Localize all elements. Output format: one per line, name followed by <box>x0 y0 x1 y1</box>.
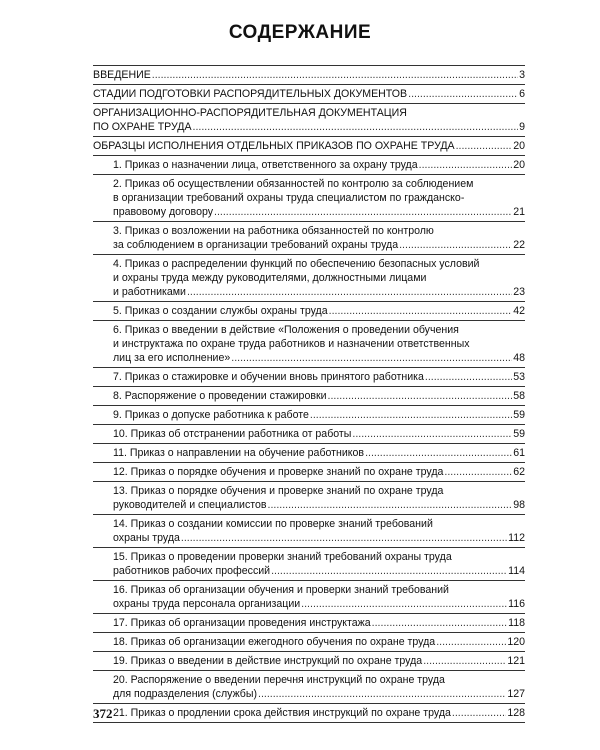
toc-item-text: охраны труда <box>113 532 180 544</box>
toc-section <box>93 65 525 85</box>
toc-item-text: в организации требований охраны труда специалистом по гражданско- <box>113 192 465 204</box>
toc-page-number: 3 <box>519 69 525 81</box>
toc-page-number: 127 <box>507 688 525 700</box>
dot-leader <box>419 158 513 172</box>
toc-item-text: руководителей и специалистов <box>113 499 267 511</box>
toc-item-text: 1. Приказ о назначении лица, ответственного за охрану труда <box>113 159 418 171</box>
toc-page-number: 20 <box>513 140 525 152</box>
dot-leader <box>372 616 507 630</box>
toc-item <box>93 444 525 463</box>
toc-item <box>93 406 525 425</box>
toc-item <box>93 704 525 723</box>
toc-item-text: 12. Приказ о порядке обучения и проверке знаний по охране труда <box>113 466 444 478</box>
toc-item <box>93 387 525 406</box>
toc-page-number: 9 <box>519 121 525 133</box>
toc-item <box>93 581 525 614</box>
toc-page-number: 98 <box>513 499 525 511</box>
toc-item-text: 15. Приказ о проведении проверки знаний требований охраны труда <box>113 551 452 563</box>
toc-item-text: ПО ОХРАНЕ ТРУДА <box>93 121 192 133</box>
toc-item-text: 4. Приказ о распределении функций по обеспечению безопасных условий <box>113 258 480 270</box>
dot-leader <box>258 687 506 701</box>
toc-item <box>93 156 525 175</box>
toc-page-number: 21 <box>513 206 525 218</box>
dot-leader <box>310 408 512 422</box>
toc-item-text: СТАДИИ ПОДГОТОВКИ РАСПОРЯДИТЕЛЬНЫХ ДОКУМЕНТОВ <box>93 88 408 100</box>
dot-leader <box>408 87 518 101</box>
toc-item <box>93 425 525 444</box>
dot-leader <box>399 238 512 252</box>
dot-leader <box>328 389 513 403</box>
toc-item-text: 20. Распоряжение о введении перечня инструкций по охране труда <box>113 674 445 686</box>
toc-page-number: 48 <box>513 352 525 364</box>
toc-page-number: 53 <box>513 371 525 383</box>
toc-item-text: работников рабочих профессий <box>113 565 271 577</box>
dot-leader <box>193 120 519 134</box>
page-number: 372 <box>93 706 113 721</box>
toc-item-text: 9. Приказ о допуске работника к работе <box>113 409 309 421</box>
toc-item <box>93 368 525 387</box>
toc-page-number: 23 <box>513 286 525 298</box>
toc-item-text: и работниками <box>113 286 186 298</box>
toc-item <box>93 671 525 704</box>
toc-item-text: 3. Приказ о возложении на работника обязанностей по контролю <box>113 225 434 237</box>
toc-page-number: 59 <box>513 428 525 440</box>
toc-item-text: 5. Приказ о создании службы охраны труда <box>113 305 328 317</box>
toc-item <box>93 175 525 222</box>
dot-leader <box>301 597 507 611</box>
dot-leader <box>352 427 512 441</box>
toc-page-number: 42 <box>513 305 525 317</box>
toc-page-number: 20 <box>513 159 525 171</box>
toc-page-number: 59 <box>513 409 525 421</box>
toc-section <box>93 85 525 104</box>
toc-item-text: и инструктажа по охране труда работников и назначении ответственных <box>113 338 470 350</box>
toc-item-text: 2. Приказ об осуществлении обязанностей по контролю за соблюдением <box>113 178 474 190</box>
toc-page-number: 118 <box>508 617 525 629</box>
toc-page-number: 114 <box>508 565 525 577</box>
toc-item-text: для подразделения (службы) <box>113 688 257 700</box>
toc-item <box>93 321 525 368</box>
toc-section <box>93 104 525 137</box>
toc-item-text: 19. Приказ о введении в действие инструкций по охране труда <box>113 655 423 667</box>
toc-item <box>93 482 525 515</box>
toc-item-text: правовому договору <box>113 206 214 218</box>
toc-page-number: 22 <box>513 239 525 251</box>
toc-item-text: охраны труда персонала организации <box>113 598 301 610</box>
dot-leader <box>423 654 506 668</box>
toc-page-number: 116 <box>508 598 525 610</box>
toc-page-number: 6 <box>519 88 525 100</box>
table-of-contents <box>93 65 525 723</box>
toc-item-text: и охраны труда между руководителями, должностными лицами <box>113 272 427 284</box>
toc-page-number: 112 <box>508 532 525 544</box>
toc-page-number: 128 <box>507 707 525 719</box>
toc-item-text: 11. Приказ о направлении на обучение работников <box>113 447 365 459</box>
page-title: СОДЕРЖАНИЕ <box>228 22 372 43</box>
dot-leader <box>187 285 512 299</box>
toc-item <box>93 614 525 633</box>
toc-item-text: ОРГАНИЗАЦИОННО-РАСПОРЯДИТЕЛЬНАЯ ДОКУМЕНТАЦИЯ <box>93 107 407 119</box>
dot-leader <box>456 139 513 153</box>
toc-item <box>93 515 525 548</box>
toc-page-number: 58 <box>513 390 525 402</box>
toc-item <box>93 463 525 482</box>
dot-leader <box>365 446 512 460</box>
dot-leader <box>231 351 512 365</box>
toc-page-number: 120 <box>507 636 525 648</box>
dot-leader <box>152 68 518 82</box>
toc-item-text: 7. Приказ о стажировке и обучении вновь принятого работника <box>113 371 424 383</box>
toc-item-text: ОБРАЗЦЫ ИСПОЛНЕНИЯ ОТДЕЛЬНЫХ ПРИКАЗОВ ПО ОХРАНЕ ТРУДА <box>93 140 455 152</box>
toc-page-number: 62 <box>513 466 525 478</box>
dot-leader <box>436 635 506 649</box>
toc-item-text: 6. Приказ о введении в действие «Положения о проведении обучения <box>113 324 459 336</box>
toc-item-text: 21. Приказ о продлении срока действия инструкций по охране труда <box>113 707 451 719</box>
dot-leader <box>425 370 512 384</box>
toc-page-number: 61 <box>513 447 525 459</box>
toc-item-text: 10. Приказ об отстранении работника от работы <box>113 428 352 440</box>
toc-item-text: за соблюдением в организации требований охраны труда <box>113 239 399 251</box>
toc-item-text: ВВЕДЕНИЕ <box>93 69 151 81</box>
toc-item <box>93 633 525 652</box>
toc-item-text: 13. Приказ о порядке обучения и проверке знаний по охране труда <box>113 485 444 497</box>
dot-leader <box>271 564 507 578</box>
toc-item-text: 17. Приказ об организации проведения инструктажа <box>113 617 371 629</box>
toc-item <box>93 255 525 302</box>
toc-item <box>93 652 525 671</box>
toc-item-text: 16. Приказ об организации обучения и проверки знаний требований <box>113 584 449 596</box>
toc-item-text: лиц за его исполнение» <box>113 352 231 364</box>
toc-section <box>93 137 525 156</box>
dot-leader <box>268 498 513 512</box>
toc-item-text: 14. Приказ о создании комиссии по проверке знаний требований <box>113 518 433 530</box>
dot-leader <box>444 465 512 479</box>
toc-item-text: 8. Распоряжение о проведении стажировки <box>113 390 327 402</box>
toc-page-number: 121 <box>507 655 525 667</box>
toc-item <box>93 222 525 255</box>
toc-item-text: 18. Приказ об организации ежегодного обучения по охране труда <box>113 636 436 648</box>
toc-item <box>93 302 525 321</box>
toc-item <box>93 548 525 581</box>
dot-leader <box>452 706 506 720</box>
dot-leader <box>329 304 513 318</box>
dot-leader <box>181 531 507 545</box>
dot-leader <box>214 205 512 219</box>
